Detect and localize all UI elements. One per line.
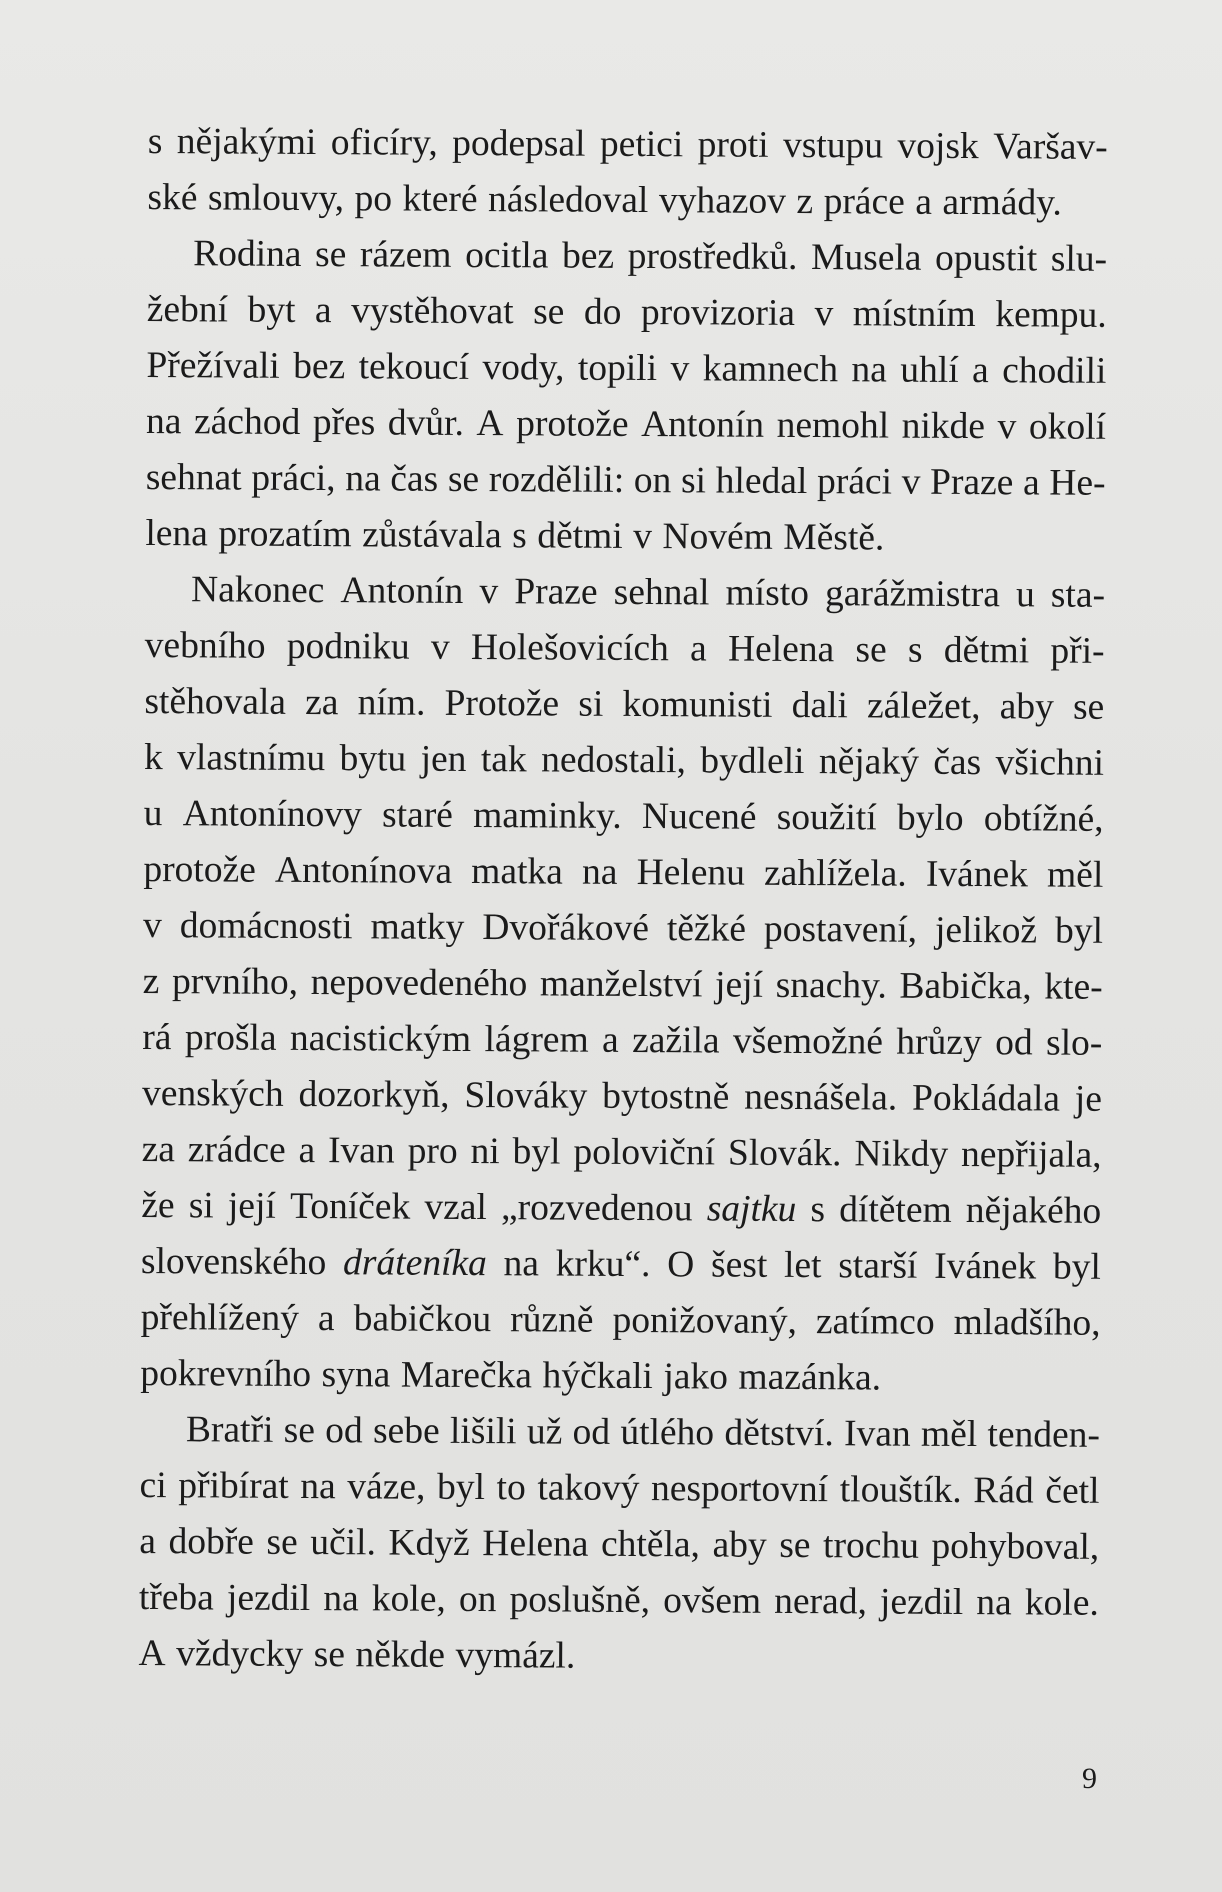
text-line: pokrevního syna Marečka hýčkali jako mazánka. (140, 1352, 882, 1399)
text-line: A vždycky se někde vymázl. (138, 1632, 576, 1677)
text-line: v domácnosti matky Dvořákové těžké postavení, jelikož byl (142, 904, 1104, 952)
text-line: Rodina se rázem ocitla bez prostředků. Musela opustit slu- (193, 233, 1108, 280)
text-line: Přežívali bez tekoucí vody, topili v kamnech na uhlí a chodili (146, 344, 1107, 392)
body-text (138, 114, 1108, 1688)
text-line: lena prozatím zůstávala s dětmi v Novém Městě. (145, 512, 885, 559)
text-line: sehnat práci, na čas se rozdělili: on si hledal práci v Praze a He- (145, 456, 1106, 504)
text-line: a dobře se učil. Když Helena chtěla, aby se trochu pohyboval, (139, 1520, 1100, 1568)
text-line: Nakonec Antonín v Praze sehnal místo garážmistra u sta- (190, 569, 1106, 616)
text-line: ci přibírat na váze, byl to takový nesportovní tlouštík. Rád četl (139, 1464, 1100, 1512)
page-number: 9 (1082, 1762, 1097, 1795)
text-line: u Antonínovy staré maminky. Nucené soužití bylo obtížné, (143, 792, 1104, 840)
text-line: s nějakými oficíry, podepsal petici proti vstupu vojsk Varšav- (147, 120, 1108, 168)
text-line: z prvního, nepovedeného manželství její snachy. Babička, kte- (142, 960, 1103, 1008)
text-line: protože Antonínova matka na Helenu zahlížela. Ivánek měl (143, 848, 1104, 896)
text-line: ské smlouvy, po které následoval vyhazov z práce a armády. (147, 176, 1062, 224)
text-line: že si její Toníček vzal „rozvedenou sajtku s dítětem nějakého (141, 1184, 1102, 1232)
text-line: venských dozorkyň, Slováky bytostně nesnášela. Pokládala je (141, 1072, 1103, 1120)
text-line: žební byt a vystěhovat se do provizoria v místním kempu. (146, 288, 1107, 336)
text-line: na záchod přes dvůr. A protože Antonín nemohl nikde v okolí (145, 400, 1107, 448)
text-line: k vlastnímu bytu jen tak nedostali, bydleli nějaký čas všichni (143, 736, 1105, 784)
text-line: za zrádce a Ivan pro ni byl poloviční Slovák. Nikdy nepřijala, (141, 1128, 1102, 1176)
text-line: přehlížený a babičkou různě ponižovaný, zatímco mladšího, (140, 1296, 1101, 1344)
text-line: rá prošla nacistickým lágrem a zažila všemožné hrůzy od slo- (142, 1016, 1103, 1064)
text-line: slovenského dráteníka na krku“. O šest let starší Ivánek byl (140, 1240, 1101, 1288)
text-line: třeba jezdil na kole, on poslušně, ovšem nerad, jezdil na kole. (138, 1576, 1099, 1624)
text-line: Bratři se od sebe lišili už od útlého dětství. Ivan měl tenden- (185, 1409, 1101, 1456)
text-line: vebního podniku v Holešovicích a Helena se s dětmi při- (144, 624, 1105, 672)
text-line: stěhovala za ním. Protože si komunisti dali záležet, aby se (144, 680, 1105, 728)
